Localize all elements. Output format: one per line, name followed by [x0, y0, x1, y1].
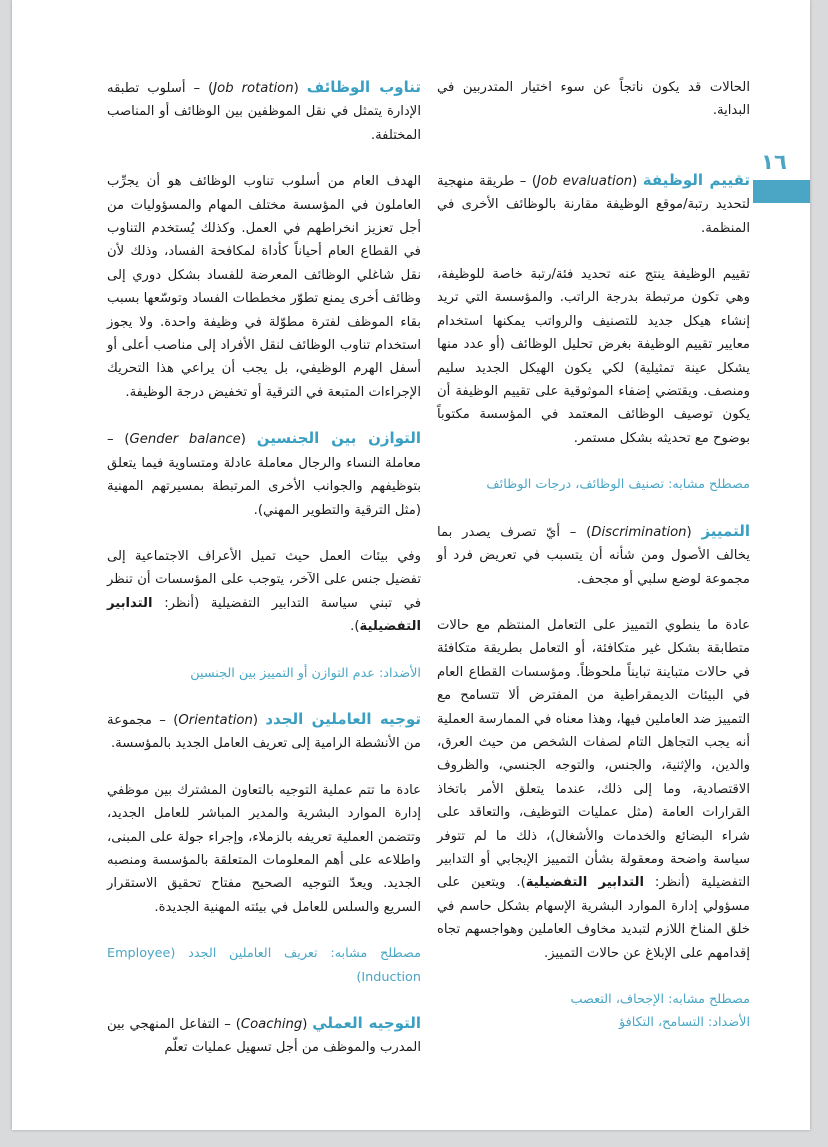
intro-paragraph: الحالات قد يكون ناتجاً عن سوء اختيار المتدربين في البداية.: [437, 80, 750, 119]
entry-term: التوجيه العملي: [312, 1014, 421, 1032]
entry-english-term: Gender balance: [129, 432, 241, 448]
entry-body: تقييم الوظيفة ينتج عنه تحديد فئة/رتبة خاصة للوظيفة، وهي تكون مرتبطة بدرجة الراتب. والمؤسسة التي تريد إنشاء هيكل جديد للتصنيف والرواتب يمكنها استخدام معايير تقييم الوظيفة بغرض تحليل الوظائف (أو عدد منها يشكل عينة تمثيلية) لكي يكون الهيكل الجديد سليم ومنصف. ويقتضي إضفاء الموثوقية على تقييم الوظيفة أن يكون توصيف الوظائف المعتمد في المؤسسة مكتوباً بوضوح مع تحديثه بشكل مستمر.: [437, 267, 750, 446]
entry-term: توجيه العاملين الجدد: [265, 709, 421, 728]
page-accent-bar: [753, 180, 810, 203]
similar-terms-note: مصطلح مشابه: تصنيف الوظائف، درجات الوظائف: [486, 477, 750, 493]
document-page: [12, 0, 810, 1130]
entry-term: التوازن بين الجنسين: [256, 429, 421, 448]
entry-body: عادة ما تتم عملية التوجيه بالتعاون المشترك بين موظفي إدارة الموارد البشرية والمدير المباشر للعامل الجديد، وتتضمن العملية تعريفه بالزملاء، وإجراء جولة على المبنى، واطلاعه على أهم المعلومات المتعلقة بالمؤسسة ومنصبه الجديد. ويعدّ التوجيه الصحيح مفتاح تحقيق الاستقرار السريع والسلس للعامل في بيئته المهنية الجديدة.: [107, 782, 421, 915]
entry-job-rotation-definition: تناوب الوظائف (Job rotation) – أسلوب تطبقه الإدارة يتمثل في نقل الموظفين بين الوظائف أو المناصب المختلفة.: [107, 78, 422, 143]
entry-gender-balance-definition: التوازن بين الجنسين (Gender balance) – معاملة النساء والرجال معاملة عادلة ومتساوية فيما يتعلق بتوظيفهم والجوانب الأخرى المرتبطة بمسيرتهم المهنية (مثل الترقية والتطوير المهني).: [107, 429, 421, 518]
entry-definition: – طريقة منهجية لتحديد رتبة/موقع الوظيفة مقارنة بالوظائف الأخرى في المنظمة.: [437, 173, 750, 236]
entry-body: الهدف العام من أسلوب تناوب الوظائف هو أن يجرِّب العاملون في المؤسسة مختلف المهام والمسؤوليات من أجل تعزيز انخراطهم في العمل. وكذلك يُستخدم التناوب في القطاع العام أحياناً كأداة لمكافحة الفساد، وذلك لأن نقل شاغلي الوظائف المعرضة للفساد بشكل دوري إلى وظائف أخرى يمنع تطوّر مخططات الفساد وتوسّعها بسبب بقاء الموظف لفترة مطوّلة في وظيفة واحدة. ولا يجوز استخدام تناوب الوظائف لنقل الأفراد إلى مناصب أعلى أو أسفل الهرم الوظيفي، بل يجب أن يراعي هذا التحريك الإجراءات المتبعة في الترقية أو تخفيض درجة الوظيفة.: [107, 174, 421, 400]
entry-coaching-definition: التوجيه العملي (Coaching) – التفاعل المنهجي بين المدرب والموظف من أجل تسهيل عمليات تعلّم: [107, 1014, 421, 1056]
entry-definition: – التفاعل المنهجي بين المدرب والموظف من أجل تسهيل عمليات تعلّم: [107, 1017, 421, 1056]
left-column: [107, 76, 421, 1060]
entry-body: عادة ما ينطوي التمييز على التعامل المنتظم مع حالات متطابقة بشكل غير متكافئة، أو التعامل بطريقة متكافئة في حالات متباينة تبايناً ملحوظاً. ومؤسسات القطاع العام في البيئات الديمقراطية من المفترض ألا تتسامح مع التمييز ضد العاملين فيها، وهذا معناه في الممارسة العملية أنه يجب التجاهل التام لصفات الشخص من حيث العرق، والدين، والإثنية، والجنس، والتوجه الجنسي، والظروف الاقتصادية، وما إلى ذلك، عندما يتعلق الأمر باتخاذ القرارات العامة (مثل عمليات التوظيف، والتعاقد على شراء البضائع والخدمات والأشغال)، ذلك ما لم تتوفر سياسة واضحة ومعقولة بشأن التمييز الإيجابي أو التدابير التفضيلية (أنظر: التدابير التفضيلية). ويتعين على مسؤولي إدارة الموارد البشرية الإسهام بشكل حاسم في خلق المناخ اللازم لتبديد مخاوف العاملين وهواجسهم تجاه إقدامهم على الإبلاغ عن حالات التمييز.: [437, 617, 750, 961]
entry-body: وفي بيئات العمل حيث تميل الأعراف الاجتماعية إلى تفضيل جنس على الآخر، يتوجب على المؤسسات أن تنظر في تبني سياسة التدابير التفضيلية (أنظر: التدابير التفضيلية).: [107, 548, 421, 635]
similar-terms-note: مصطلح مشابه: الإجحاف، التعصب: [570, 992, 750, 1007]
entry-english-term: Orientation: [178, 712, 253, 728]
entry-definition: – مجموعة من الأنشطة الرامية إلى تعريف العامل الجديد بالمؤسسة.: [107, 712, 421, 752]
cross-reference-link[interactable]: التدابير التفضيلية: [525, 875, 645, 891]
similar-terms-note: مصطلح مشابه: تعريف العاملين الجدد (Employee Induction): [107, 946, 421, 985]
entry-definition: – أسلوب تطبقه الإدارة يتمثل في نقل الموظفين بين الوظائف أو المناصب المختلفة.: [107, 81, 421, 143]
entry-discrimination-definition: التمييز (Discrimination) – أيّ تصرف يصدر بما يخالف الأصول ومن شأنه أن يتسبب في تعريض فرد أو مجموعة لوضع سلبي أو مجحف.: [437, 521, 750, 587]
opposites-note: الأضداد: عدم التوازن أو التمييز بين الجنسين: [190, 665, 421, 681]
entry-term: تناوب الوظائف: [306, 78, 422, 96]
entry-english-term: Job evaluation: [536, 173, 633, 189]
cross-reference-link[interactable]: التدابير التفضيلية: [107, 595, 421, 635]
entry-term: التمييز: [701, 521, 750, 540]
page-number: ١٦: [761, 150, 787, 174]
entry-english-term: Job rotation: [213, 81, 294, 96]
entry-english-term: Discrimination: [591, 524, 687, 540]
opposites-note: الأضداد: التسامح، التكافؤ: [618, 1015, 750, 1031]
entry-job-evaluation-definition: تقييم الوظيفة (Job evaluation) – طريقة منهجية لتحديد رتبة/موقع الوظيفة مقارنة بالوظائف الأخرى في المنظمة.: [437, 170, 750, 236]
entry-definition: – أيّ تصرف يصدر بما يخالف الأصول ومن شأنه أن يتسبب في تعريض فرد أو مجموعة لوضع سلبي أو مجحف.: [437, 524, 750, 587]
entry-definition: – معاملة النساء والرجال معاملة عادلة ومتساوية فيما يتعلق بتوظيفهم والجوانب الأخرى المرتبطة بمسيرتهم المهنية (مثل الترقية والتطوير المهني).: [107, 432, 421, 518]
entry-term: تقييم الوظيفة: [642, 170, 750, 189]
right-column: [437, 76, 750, 1035]
entry-orientation-definition: توجيه العاملين الجدد (Orientation) – مجموعة من الأنشطة الرامية إلى تعريف العامل الجديد بالمؤسسة.: [107, 709, 421, 752]
entry-english-term: Coaching: [240, 1017, 303, 1032]
